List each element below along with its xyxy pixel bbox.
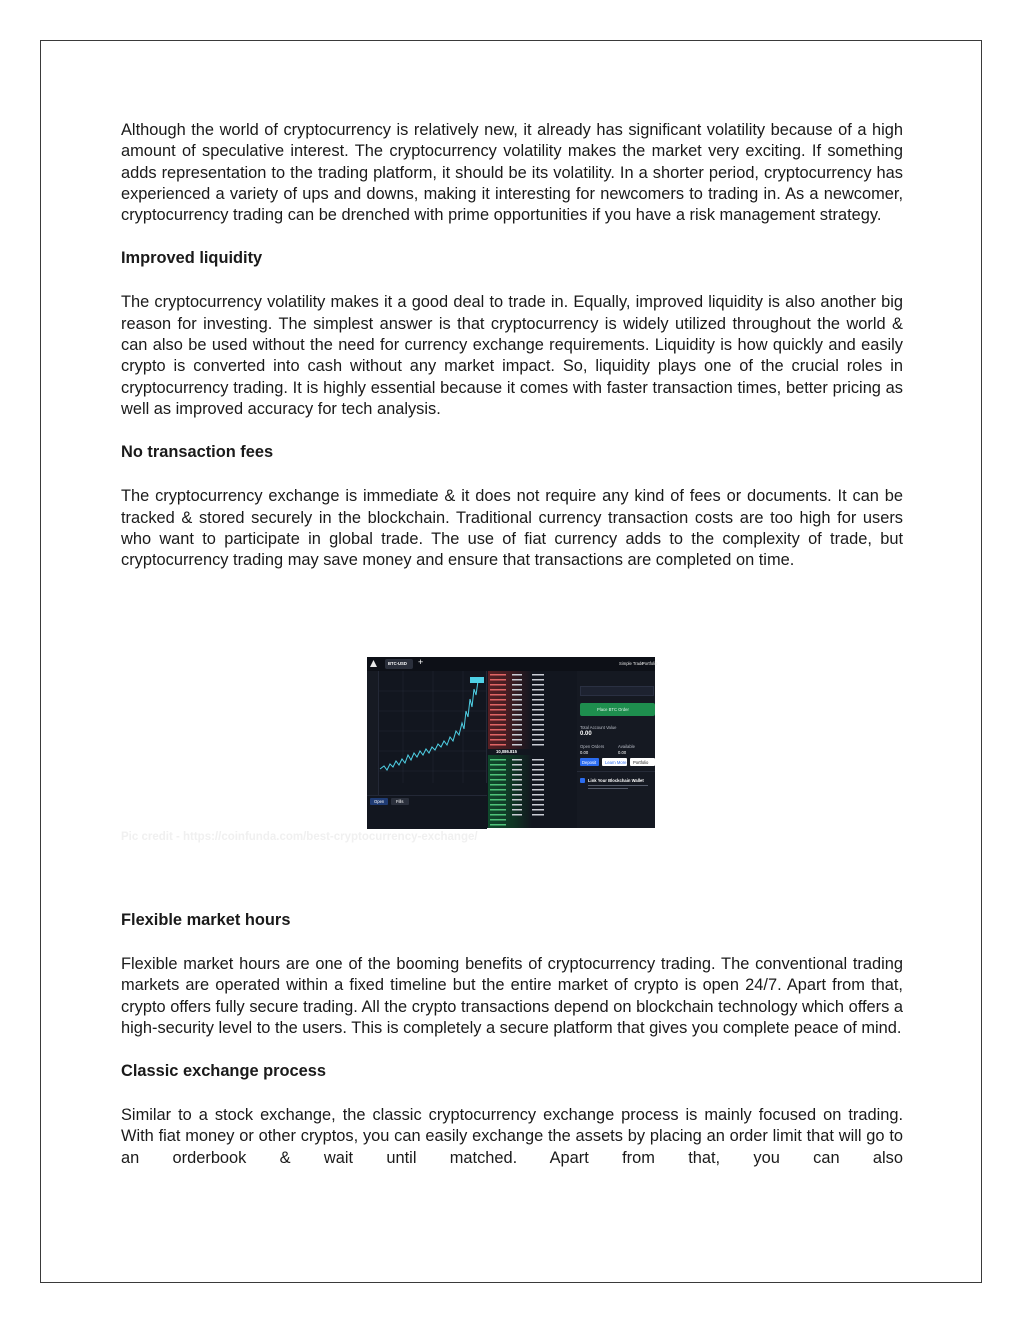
open-orders-value: 0.00 [580,750,589,755]
total-account-label: Total Account Value [580,725,617,730]
figure-caption: Pic credit - https://coinfunda.com/best-cryptocurrency-exchange/ [121,831,478,843]
mid-price: 10,086.815 [496,749,517,754]
exchange-screenshot [367,657,658,828]
place-order-button[interactable]: Place BTC Order [597,707,629,712]
fees-paragraph: The cryptocurrency exchange is immediate & it does not require any kind of fees or documents. It can be tracked & stored securely in the blockchain. Traditional currency transaction costs are too high for users who want to participate in global trade. The use of fiat currency adds to the complexity of trade, but cryptocurrency trading may save money and ensure that transactions are completed on time. [121,487,903,570]
portfolio-tab[interactable]: Portfolio [642,661,658,666]
order-book [488,671,551,828]
available-value: 0.00 [618,750,627,755]
classic-paragraph: Similar to a stock exchange, the classic cryptocurrency exchange process is mainly focused on trading. With fiat money or other cryptos, you can easily exchange the assets by placing an order limit that will go to an orderbook & wait until matched. Apart from that, you can also [121,1106,903,1167]
portfolio-button[interactable]: Portfolio [633,760,649,765]
add-tab-button[interactable]: + [418,657,424,667]
hours-heading: Flexible market hours [121,911,291,929]
classic-heading: Classic exchange process [121,1062,326,1081]
article-body [121,120,903,571]
learn-more-button[interactable]: Learn More [605,760,627,765]
deposit-button[interactable]: Deposit [582,760,597,765]
liquidity-heading: Improved liquidity [121,249,263,268]
open-orders-label: Open Orders [580,744,605,749]
intro-paragraph: Although the world of cryptocurrency is relatively new, it already has significant volatility because of a high amount of speculative interest. The cryptocurrency volatility makes the market very exciting. If something adds representation to the trading platform, it should be its volatility. In a shorter period, cryptocurrency has experienced a variety of ups and downs, making it interesting for newcomers to trading in. As a newcomer, cryptocurrency trading can be drenched with prime opportunities if you have a risk management strategy. [121,121,903,225]
fills-tab[interactable]: Fills [396,799,404,804]
wallet-icon [580,778,585,783]
simple-trade-tab[interactable]: Simple Trade [619,661,644,666]
link-wallet-heading[interactable]: Link Your Blockchain Wallet [588,778,644,783]
price-chart [378,671,486,783]
pair-tab[interactable]: BTC-USD [388,661,407,666]
total-account-value: 0.00 [580,731,592,737]
available-label: Available [618,744,635,749]
article-body-continued [121,910,903,1169]
fees-heading: No transaction fees [121,443,274,462]
liquidity-paragraph: The cryptocurrency volatility makes it a good deal to trade in. Equally, improved liquidity is also another big reason for investing. The simplest answer is that cryptocurrency is widely utilized throughout the world & can also be used without the need for currency exchange requirements. Liquidity is how quickly and easily crypto is converted into cash without any market impact. So, liquidity plays one of the crucial roles in cryptocurrency trading. It is highly essential because it comes with faster transaction times, better pricing as well as improved accuracy for tech analysis. [121,293,903,418]
trade-panel [577,671,655,828]
hours-paragraph: Flexible market hours are one of the booming benefits of cryptocurrency trading. The conventional trading markets are operated within a fixed timeline but the entire market of crypto is open 24/7. Apart from that, crypto offers fully secure trading. All the crypto transactions depend on blockchain technology which offers a high-security level to the users. This is completely a secure platform that gives you complete peace of mind. [121,955,903,1037]
open-orders-tab[interactable]: Open [374,799,385,804]
